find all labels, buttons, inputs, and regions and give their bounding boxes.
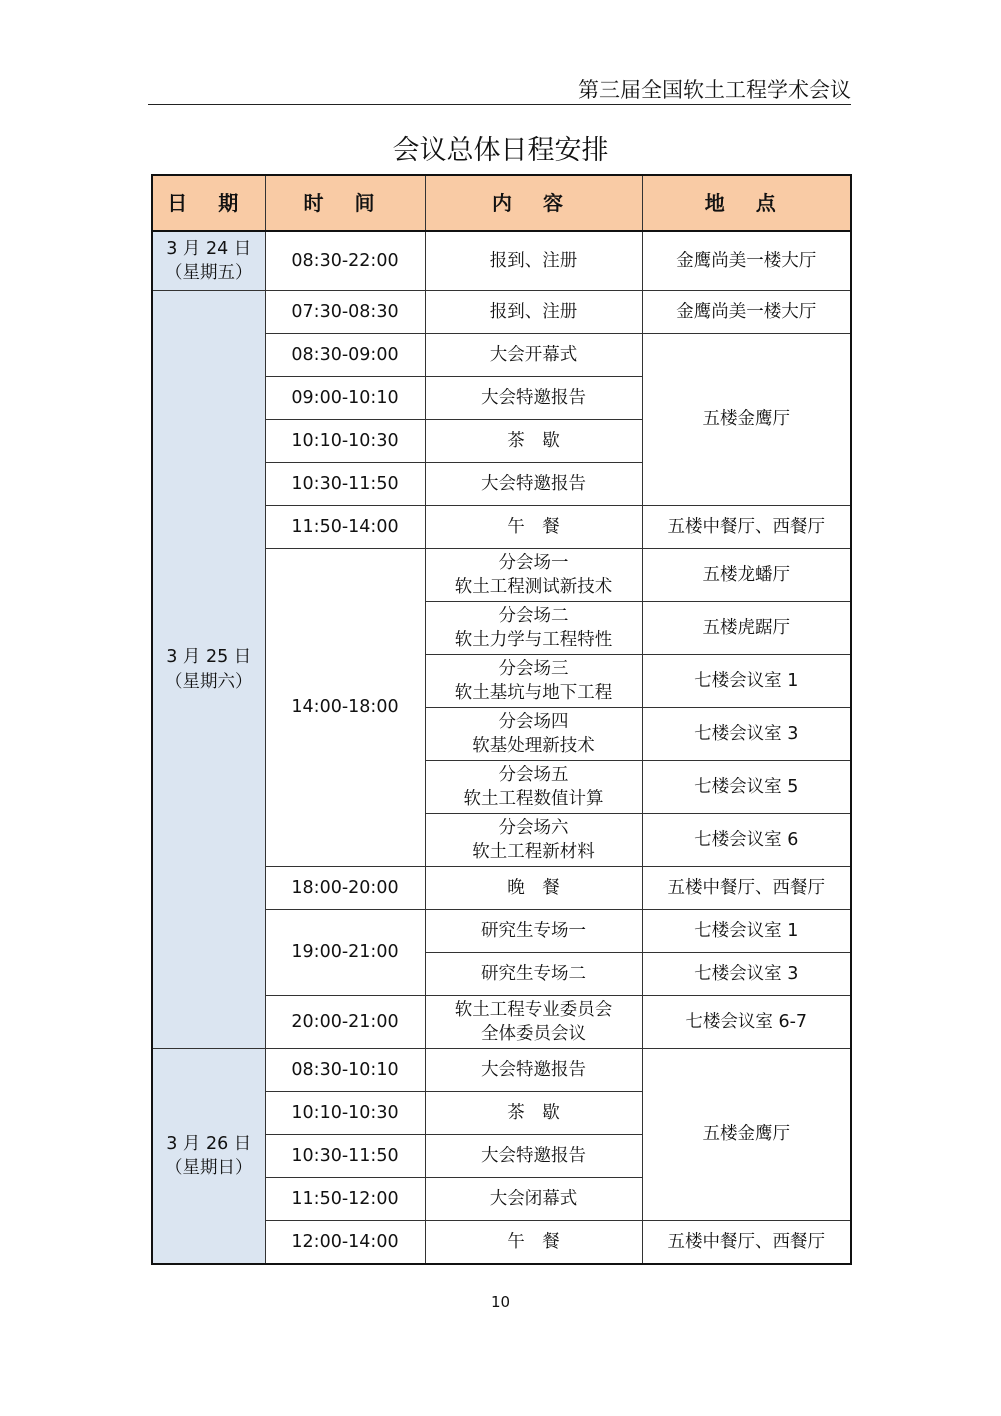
time-cell: 10:30-11:50 [265,463,425,506]
running-header [148,72,851,105]
time-cell: 09:00-10:10 [265,377,425,420]
session-name: 分会场四 [498,711,569,732]
content-text: 软土工程专业委员会 [454,999,613,1020]
content-cell [425,910,642,953]
location-cell: 五楼虎踞厅 [642,602,851,655]
session-topic: 软土工程新材料 [472,842,595,862]
column-header-location: 地 点 [642,175,851,231]
content-cell [425,334,642,377]
time-cell: 10:30-11:50 [265,1135,425,1178]
time-cell: 07:30-08:30 [265,291,425,334]
time-cell: 11:50-12:00 [265,1178,425,1221]
table-header-row [152,175,851,231]
content-cell [425,814,642,867]
content-cell [425,1049,642,1092]
location-cell: 五楼金鹰厅 [642,1049,851,1221]
session-name: 分会场三 [498,658,569,679]
session-topic: 软土力学与工程特性 [454,630,613,650]
content-text: 报到、注册 [489,250,578,271]
content-cell [425,708,642,761]
content-text: 大会闭幕式 [489,1188,578,1209]
time-cell: 10:10-10:30 [265,420,425,463]
date-label: 3 月 26 日 [166,1133,252,1154]
content-cell [425,602,642,655]
location-cell: 七楼会议室 1 [642,655,851,708]
content-text: 晚 餐 [507,877,560,898]
content-text: 大会特邀报告 [481,1059,586,1080]
session-topic: 软土基坑与地下工程 [454,683,613,703]
weekday-label: （星期六） [165,671,253,692]
time-cell: 20:00-21:00 [265,996,425,1049]
time-cell: 08:30-22:00 [265,231,425,291]
content-text: 大会开幕式 [489,344,578,365]
date-cell [152,231,265,291]
location-cell: 七楼会议室 5 [642,761,851,814]
location-cell: 七楼会议室 1 [642,910,851,953]
content-text: 全体委员会议 [481,1024,586,1044]
location-cell: 金鹰尚美一楼大厅 [642,291,851,334]
content-cell [425,1178,642,1221]
location-cell: 五楼中餐厅、西餐厅 [642,1221,851,1265]
content-text: 大会特邀报告 [481,473,586,494]
location-cell: 七楼会议室 3 [642,953,851,996]
table-row [152,1049,851,1092]
content-text: 报到、注册 [489,301,578,322]
weekday-label: （星期日） [165,1158,253,1178]
column-header-content: 内 容 [425,175,642,231]
session-name: 分会场一 [498,552,569,573]
location-cell: 五楼中餐厅、西餐厅 [642,867,851,910]
page-title: 会议总体日程安排 [392,135,609,166]
location-cell: 金鹰尚美一楼大厅 [642,231,851,291]
location-cell: 五楼金鹰厅 [642,334,851,506]
time-cell: 10:10-10:30 [265,1092,425,1135]
schedule-table [151,174,852,1265]
time-cell: 18:00-20:00 [265,867,425,910]
content-cell [425,1135,642,1178]
session-name: 分会场六 [498,817,569,838]
column-header-date: 日 期 [152,175,265,231]
content-cell [425,420,642,463]
content-text: 茶 歇 [507,1102,560,1123]
time-cell: 19:00-21:00 [265,910,425,996]
content-text: 研究生专场二 [481,963,586,984]
content-text: 大会特邀报告 [481,387,586,408]
content-text: 茶 歇 [507,430,560,451]
time-cell: 08:30-10:10 [265,1049,425,1092]
content-text: 研究生专场一 [481,920,586,941]
content-cell [425,953,642,996]
page-number: 10 [490,1293,511,1311]
session-name: 分会场五 [498,764,569,785]
content-cell [425,377,642,420]
location-cell: 五楼中餐厅、西餐厅 [642,506,851,549]
content-cell [425,506,642,549]
session-name: 分会场二 [498,605,569,626]
content-cell [425,867,642,910]
table-row [152,291,851,334]
table-row [152,231,851,291]
weekday-label: （星期五） [165,263,253,283]
date-label: 3 月 24 日 [166,238,252,259]
column-header-time: 时 间 [265,175,425,231]
time-cell: 14:00-18:00 [265,549,425,867]
content-cell [425,291,642,334]
date-cell [152,1049,265,1265]
content-cell [425,549,642,602]
time-cell: 11:50-14:00 [265,506,425,549]
location-cell: 七楼会议室 6 [642,814,851,867]
content-cell [425,463,642,506]
date-label: 3 月 25 日 [166,647,252,667]
time-cell: 08:30-09:00 [265,334,425,377]
time-cell: 12:00-14:00 [265,1221,425,1265]
session-topic: 软基处理新技术 [472,736,595,756]
content-cell [425,231,642,291]
content-text: 大会特邀报告 [481,1145,586,1166]
content-cell [425,761,642,814]
date-cell [152,291,265,1049]
location-cell: 七楼会议室 3 [642,708,851,761]
content-text: 午 餐 [507,516,560,537]
content-cell [425,1221,642,1265]
location-cell: 五楼龙蟠厅 [642,549,851,602]
content-cell [425,1092,642,1135]
location-cell: 七楼会议室 6-7 [642,996,851,1049]
content-text: 午 餐 [507,1231,560,1252]
header-title: 第三届全国软土工程学术会议 [578,78,851,102]
content-cell [425,655,642,708]
session-topic: 软土工程测试新技术 [454,577,613,597]
content-cell [425,996,642,1049]
session-topic: 软土工程数值计算 [463,789,604,809]
